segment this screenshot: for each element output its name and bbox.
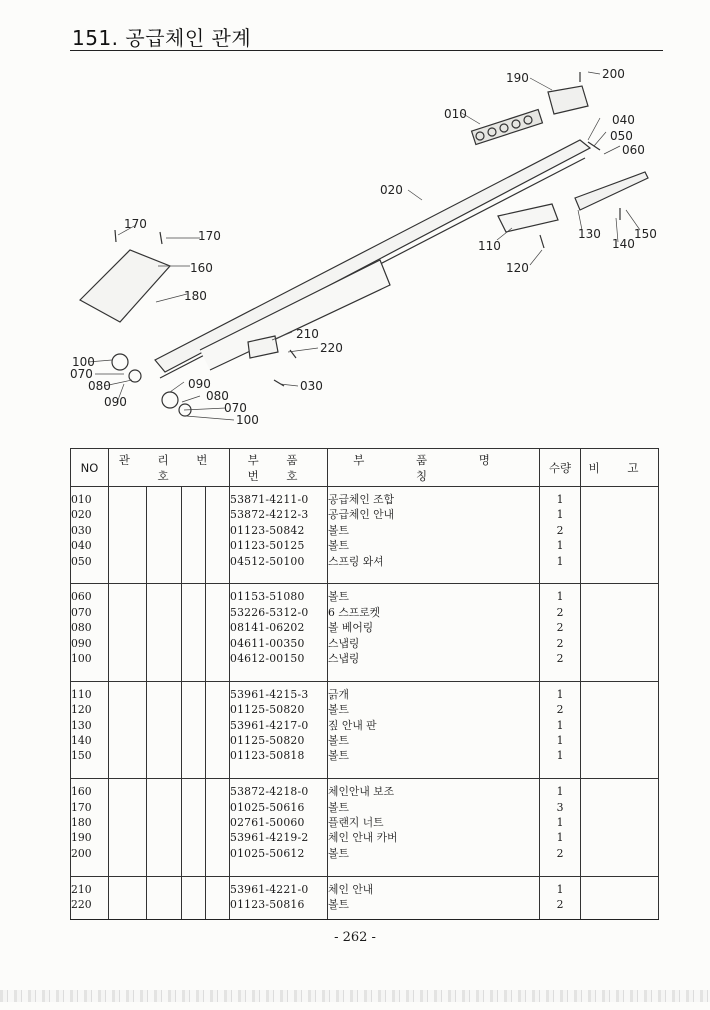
callout-170b: 170 xyxy=(198,229,221,243)
part-number: 01123-50125 xyxy=(230,539,305,553)
part-name: 스프링 와셔 xyxy=(328,554,384,568)
item-no: 070 xyxy=(71,605,92,619)
table-row xyxy=(71,584,659,681)
callout-200: 200 xyxy=(602,67,625,81)
callout-170: 170 xyxy=(124,217,147,231)
quantity: 1 xyxy=(556,734,564,748)
item-no: 150 xyxy=(71,749,92,763)
item-no: 090 xyxy=(71,636,92,650)
quantity: 2 xyxy=(556,605,564,619)
table-row xyxy=(71,876,659,919)
table-row xyxy=(71,779,659,876)
callout-040: 040 xyxy=(612,113,635,127)
part-number: 01153-51080 xyxy=(230,590,305,604)
callout-110: 110 xyxy=(478,239,501,253)
item-no: 190 xyxy=(71,831,92,845)
callout-210: 210 xyxy=(296,327,319,341)
item-no: 110 xyxy=(71,687,92,701)
header-remarks: 비 고 xyxy=(581,449,659,487)
part-name: 볼트 xyxy=(328,898,349,912)
callout-220: 220 xyxy=(320,341,343,355)
callout-080b: 080 xyxy=(206,389,229,403)
quantity: 2 xyxy=(556,621,564,635)
item-no: 080 xyxy=(71,621,92,635)
part-number: 04512-50100 xyxy=(230,554,305,568)
callout-010: 010 xyxy=(444,107,467,121)
part-number: 04612-00150 xyxy=(230,652,305,665)
quantity: 2 xyxy=(556,636,564,650)
quantity: 1 xyxy=(556,831,564,845)
callout-140: 140 xyxy=(612,237,635,251)
part-number: 04611-00350 xyxy=(230,636,305,650)
callout-080: 080 xyxy=(88,379,111,393)
item-no: 030 xyxy=(71,523,92,537)
part-name: 공급체인 안내 xyxy=(328,508,395,522)
part-number: 53872-4212-3 xyxy=(230,508,309,522)
table-header-row xyxy=(71,449,659,487)
callout-180: 180 xyxy=(184,289,207,303)
part-name: 볼 베어링 xyxy=(328,621,374,635)
title-rule xyxy=(70,50,663,51)
scan-edge xyxy=(0,990,710,1002)
page-title: 151. 공급체인 관계 xyxy=(72,26,252,50)
table-row xyxy=(71,681,659,778)
callout-150: 150 xyxy=(634,227,657,241)
part-number: 53961-4215-3 xyxy=(230,687,309,701)
part-number: 01123-50816 xyxy=(230,898,305,912)
callout-060: 060 xyxy=(622,143,645,157)
part-number: 53871-4211-0 xyxy=(230,493,309,506)
part-name: 체인 안내 xyxy=(328,882,374,896)
quantity: 2 xyxy=(556,898,564,912)
exploded-parts-diagram xyxy=(60,60,670,440)
parts-table xyxy=(70,448,659,920)
quantity: 1 xyxy=(556,785,564,799)
quantity: 1 xyxy=(556,493,564,506)
item-no: 140 xyxy=(71,734,92,748)
item-no: 130 xyxy=(71,718,92,732)
item-no: 050 xyxy=(71,554,92,568)
callout-190: 190 xyxy=(506,71,529,85)
header-part-name: 부 품 명 칭 xyxy=(328,449,540,487)
quantity: 1 xyxy=(556,816,564,830)
callout-070: 070 xyxy=(70,367,93,381)
part-name: 스냅링 xyxy=(328,652,360,665)
part-name: 볼트 xyxy=(328,539,349,553)
item-no: 100 xyxy=(71,652,92,665)
callout-090b: 090 xyxy=(188,377,211,391)
part-number: 53961-4221-0 xyxy=(230,882,309,896)
part-number: 53226-5312-0 xyxy=(230,605,309,619)
part-name: 볼트 xyxy=(328,703,349,717)
part-name: 볼트 xyxy=(328,749,349,763)
item-no: 170 xyxy=(71,800,92,814)
part-number: 01125-50820 xyxy=(230,734,305,748)
callout-090: 090 xyxy=(104,395,127,409)
part-name: 플랜지 너트 xyxy=(328,816,384,830)
item-no: 040 xyxy=(71,539,92,553)
item-no: 020 xyxy=(71,508,92,522)
part-number: 01123-50842 xyxy=(230,523,305,537)
header-no: NO xyxy=(71,449,109,487)
callout-130: 130 xyxy=(578,227,601,241)
part-number: 01025-50612 xyxy=(230,846,305,860)
callout-020: 020 xyxy=(380,183,403,197)
item-no: 160 xyxy=(71,785,92,799)
callout-050: 050 xyxy=(610,129,633,143)
part-number: 08141-06202 xyxy=(230,621,305,635)
quantity: 1 xyxy=(556,749,564,763)
quantity: 2 xyxy=(556,652,564,665)
part-name: 긁개 xyxy=(328,687,349,701)
quantity: 1 xyxy=(556,687,564,701)
header-part-no: 부 품 번 호 xyxy=(230,449,328,487)
item-no: 210 xyxy=(71,882,92,896)
table-row xyxy=(71,487,659,584)
callout-070b: 070 xyxy=(224,401,247,415)
part-number: 53961-4217-0 xyxy=(230,718,309,732)
part-number: 53872-4218-0 xyxy=(230,785,309,799)
callout-100b: 100 xyxy=(236,413,259,427)
part-name: 볼트 xyxy=(328,734,349,748)
part-name: 볼트 xyxy=(328,800,349,814)
quantity: 1 xyxy=(556,718,564,732)
quantity: 2 xyxy=(556,846,564,860)
part-number: 01123-50818 xyxy=(230,749,305,763)
part-name: 체인 안내 카버 xyxy=(328,831,398,845)
item-no: 180 xyxy=(71,816,92,830)
item-no: 200 xyxy=(71,846,92,860)
quantity: 1 xyxy=(556,590,564,604)
part-name: 6 스프로켓 xyxy=(328,605,381,619)
header-qty: 수량 xyxy=(540,449,581,487)
part-name: 체인안내 보조 xyxy=(328,785,395,799)
quantity: 1 xyxy=(556,882,564,896)
quantity: 3 xyxy=(556,800,564,814)
item-no: 120 xyxy=(71,703,92,717)
item-no: 060 xyxy=(71,590,92,604)
quantity: 1 xyxy=(556,539,564,553)
page-number: - 262 - xyxy=(334,930,376,945)
part-number: 02761-50060 xyxy=(230,816,305,830)
quantity: 2 xyxy=(556,523,564,537)
part-name: 볼트 xyxy=(328,846,349,860)
quantity: 1 xyxy=(556,554,564,568)
callout-030: 030 xyxy=(300,379,323,393)
quantity: 1 xyxy=(556,508,564,522)
callout-100: 100 xyxy=(72,355,95,369)
quantity: 2 xyxy=(556,703,564,717)
part-name: 짚 안내 판 xyxy=(328,718,377,732)
part-name: 공급체인 조합 xyxy=(328,493,395,506)
part-number: 53961-4219-2 xyxy=(230,831,309,845)
part-number: 01025-50616 xyxy=(230,800,305,814)
item-no: 220 xyxy=(71,898,92,912)
part-name: 스냅링 xyxy=(328,636,360,650)
part-number: 01125-50820 xyxy=(230,703,305,717)
callout-160: 160 xyxy=(190,261,213,275)
part-name: 볼트 xyxy=(328,523,349,537)
item-no: 010 xyxy=(71,493,92,506)
part-name: 볼트 xyxy=(328,590,349,604)
header-mgmt-no: 관 리 번 호 xyxy=(109,449,230,487)
callout-120: 120 xyxy=(506,261,529,275)
